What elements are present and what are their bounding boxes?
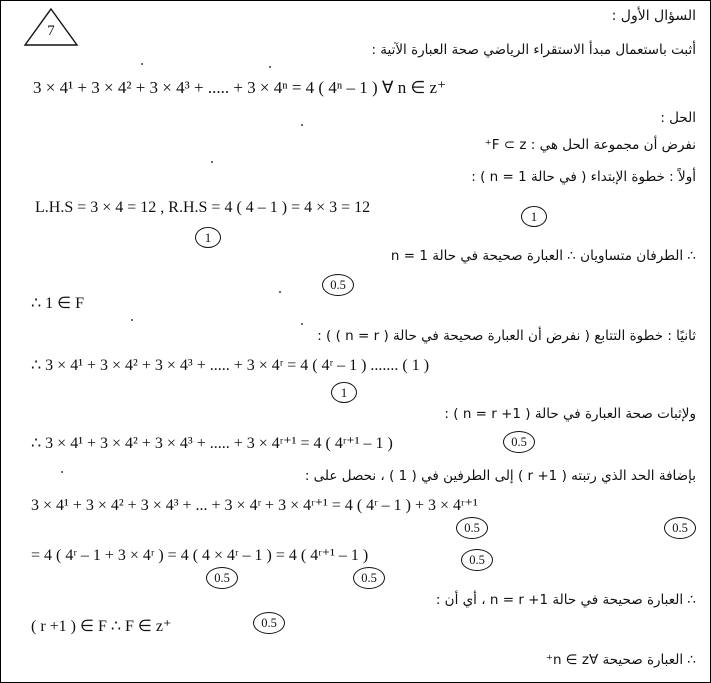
step-2-label: ثانيًا : خطوة التتابع ( نفرض أن العبارة صحيحة في حالة ( n = r ) ) : — [317, 328, 696, 344]
mark-circle-1: 1 — [521, 206, 547, 227]
scan-speck — [301, 124, 303, 126]
scan-speck — [301, 323, 303, 325]
solution-label: الحل : — [660, 110, 696, 126]
question-1-title: السؤال الأول : — [611, 8, 696, 24]
r-plus-one-in-f: ( r +1 ) ∈ F ∴ F ∈ z⁺ — [31, 618, 172, 635]
assume-solution-set: نفرض أن مجموعة الحل هي : F ⊂ z⁺ — [484, 137, 696, 153]
mark-circle-10: 0.5 — [353, 567, 385, 589]
equal-sides-line: ∴ الطرفان متساويان ∴ العبارة صحيحة في حالة n = 1 — [390, 248, 696, 264]
mark-circle-2: 1 — [195, 227, 221, 248]
scan-speck — [131, 319, 133, 321]
mark-circle-3: 0.5 — [322, 274, 354, 296]
scan-speck — [141, 63, 143, 65]
add-term-label: بإضافة الحد الذي رتبته ( r +1 ) إلى الطرفين في ( 1 ) ، نحصل على : — [304, 468, 696, 484]
scan-speck — [61, 471, 63, 473]
mark-circle-4: 1 — [331, 382, 357, 403]
to-prove-line: ∴ 3 × 4¹ + 3 × 4² + 3 × 4³ + ..... + 3 × 4ʳ⁺¹ = 4 ( 4ʳ⁺¹ – 1 ) — [31, 435, 393, 452]
page-number-badge — [23, 7, 79, 47]
scan-speck — [269, 66, 271, 68]
mark-circle-7: 0.5 — [664, 517, 696, 539]
prove-label: ولإثبات صحة العبارة في حالة ( n = r +1 ) : — [444, 406, 696, 422]
scan-speck — [279, 291, 281, 293]
statement-equation: 3 × 4¹ + 3 × 4² + 3 × 4³ + ..... + 3 × 4ⁿ = 4 ( 4ⁿ – 1 ) ∀ n ∈ z⁺ — [33, 78, 447, 97]
one-in-f-line: ∴ 1 ∈ F — [31, 295, 85, 312]
mark-circle-11: 0.5 — [253, 612, 285, 634]
work-line-2: = 4 ( 4ʳ – 1 + 3 × 4ʳ ) = 4 ( 4 × 4ʳ – 1 ) = 4 ( 4ʳ⁺¹ – 1 ) — [31, 547, 369, 564]
work-line-1: 3 × 4¹ + 3 × 4² + 3 × 4³ + ... + 3 × 4ʳ + 3 × 4ʳ⁺¹ = 4 ( 4ʳ – 1 ) + 3 × 4ʳ⁺¹ — [31, 497, 478, 514]
mark-circle-8: 0.5 — [461, 549, 493, 571]
induction-hypothesis: ∴ 3 × 4¹ + 3 × 4² + 3 × 4³ + ..... + 3 × 4ʳ = 4 ( 4ʳ – 1 ) ....... ( 1 ) — [31, 357, 430, 374]
final-conclusion: ∴ العبارة صحيحة ∀n ∈ z⁺ — [545, 652, 696, 668]
step-1-label: أولاً : خطوة الإبتداء ( في حالة n = 1 ) : — [471, 169, 696, 185]
mark-circle-9: 0.5 — [206, 567, 238, 589]
question-1-prompt: أثبت باستعمال مبدأ الاستقراء الرياضي صحة العبارة الآتية : — [371, 42, 696, 58]
mark-circle-5: 0.5 — [503, 431, 535, 453]
lhs-rhs-line: L.H.S = 3 × 4 = 12 , R.H.S = 4 ( 4 – 1 ) = 4 × 3 = 12 — [35, 199, 371, 216]
scan-speck — [211, 161, 213, 163]
conclusion-case-line: ∴ العبارة صحيحة في حالة n = r +1 ، أي أن : — [435, 592, 696, 608]
mark-circle-6: 0.5 — [456, 517, 488, 539]
page-number-value: 7 — [47, 22, 55, 39]
